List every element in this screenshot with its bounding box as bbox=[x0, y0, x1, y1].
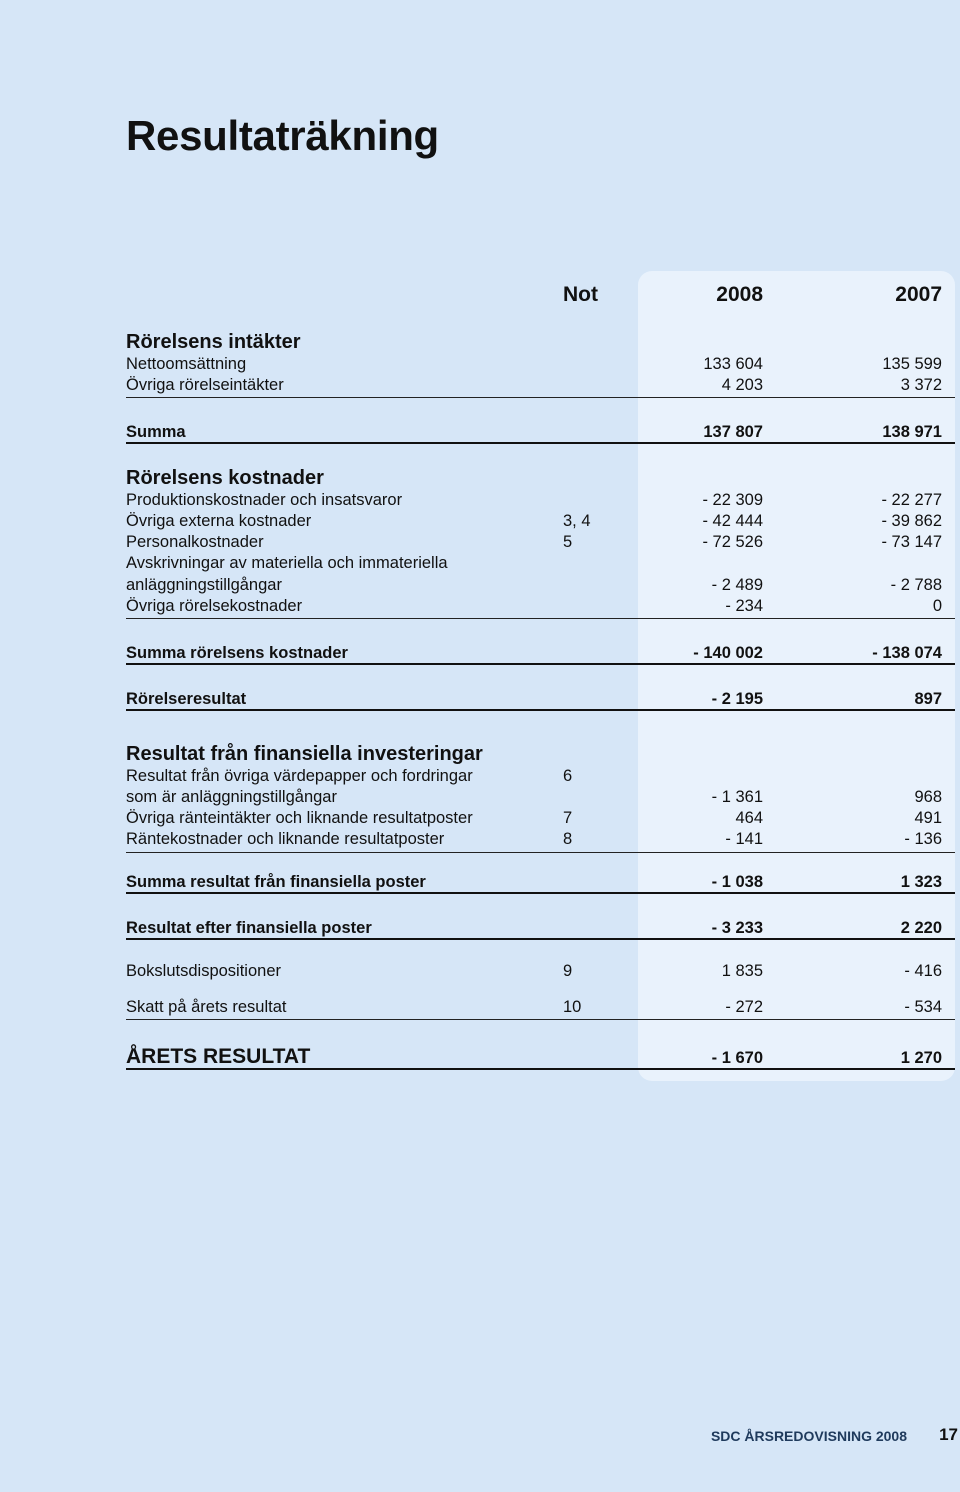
row-label-summa: Summa bbox=[126, 423, 186, 441]
divider bbox=[126, 892, 955, 894]
row-label-produktion: Produktionskostnader och insatsvaror bbox=[126, 491, 403, 509]
row-not-vardepapper: 6 bbox=[563, 767, 573, 785]
row-label-ranteintakter: Övriga ränteintäkter och liknande resultatposter bbox=[126, 809, 473, 827]
section-heading-intakter: Rörelsens intäkter bbox=[126, 331, 301, 353]
row-2008-ranteintakter: 464 bbox=[735, 809, 763, 827]
row-label-rantekostnader: Räntekostnader och liknande resultatposter bbox=[126, 830, 445, 848]
row-label-ovriga-kostnader: Övriga rörelsekostnader bbox=[126, 597, 303, 615]
row-2008-rorelseresultat: - 2 195 bbox=[711, 690, 763, 708]
divider bbox=[126, 618, 955, 619]
row-label-externa: Övriga externa kostnader bbox=[126, 512, 312, 530]
row-2008-externa: - 42 444 bbox=[702, 512, 763, 530]
row-2007-summa-kostnader: - 138 074 bbox=[872, 644, 942, 662]
row-label-bokslut: Bokslutsdispositioner bbox=[126, 962, 281, 980]
divider bbox=[126, 938, 955, 940]
row-label-avskrivningar-line1: Avskrivningar av materiella och immateriella bbox=[126, 554, 448, 572]
row-2008-avskrivningar: - 2 489 bbox=[711, 576, 763, 594]
section-heading-kostnader: Rörelsens kostnader bbox=[126, 467, 324, 489]
row-2007-summa: 138 971 bbox=[882, 423, 942, 441]
row-label-vardepapper-line2: som är anläggningstillgångar bbox=[126, 788, 337, 806]
row-not-personal: 5 bbox=[563, 533, 573, 551]
row-2008-summa: 137 807 bbox=[703, 423, 763, 441]
row-2008-summa-kostnader: - 140 002 bbox=[693, 644, 763, 662]
row-2007-ovriga-kostnader: 0 bbox=[932, 597, 942, 615]
row-label-efter-finansiella: Resultat efter finansiella poster bbox=[126, 919, 372, 937]
row-2007-arets-resultat: 1 270 bbox=[900, 1049, 942, 1067]
page-title: Resultaträkning bbox=[126, 112, 439, 159]
row-not-skatt: 10 bbox=[563, 998, 582, 1016]
row-2007-personal: - 73 147 bbox=[881, 533, 942, 551]
row-2008-rantekostnader: - 141 bbox=[725, 830, 763, 848]
row-2007-ovriga-intakter: 3 372 bbox=[900, 376, 942, 394]
footer-publication: SDC ÅRSREDOVISNING 2008 bbox=[710, 1428, 907, 1444]
row-not-externa: 3, 4 bbox=[563, 512, 591, 530]
divider bbox=[126, 397, 955, 398]
row-2007-efter-finansiella: 2 220 bbox=[900, 919, 942, 937]
row-2008-nettoomsattning: 133 604 bbox=[703, 355, 763, 373]
row-not-rantekostnader: 8 bbox=[563, 830, 573, 848]
row-2007-produktion: - 22 277 bbox=[881, 491, 942, 509]
row-2007-avskrivningar: - 2 788 bbox=[890, 576, 942, 594]
row-not-ranteintakter: 7 bbox=[563, 809, 573, 827]
row-label-personal: Personalkostnader bbox=[126, 533, 264, 551]
row-2008-ovriga-intakter: 4 203 bbox=[721, 376, 763, 394]
row-label-rorelseresultat: Rörelseresultat bbox=[126, 690, 247, 708]
row-label-nettoomsattning: Nettoomsättning bbox=[126, 355, 247, 373]
section-heading-finansiella: Resultat från finansiella investeringar bbox=[126, 743, 483, 765]
row-2008-personal: - 72 526 bbox=[702, 533, 763, 551]
col-header-not: Not bbox=[563, 283, 598, 306]
divider bbox=[126, 709, 955, 711]
divider bbox=[126, 1068, 955, 1070]
row-2008-bokslut: 1 835 bbox=[721, 962, 763, 980]
row-2007-skatt: - 534 bbox=[904, 998, 942, 1016]
row-2007-rorelseresultat: 897 bbox=[914, 690, 942, 708]
divider bbox=[126, 663, 955, 665]
row-label-summa-finansiella: Summa resultat från finansiella poster bbox=[126, 873, 426, 891]
row-2007-ranteintakter: 491 bbox=[914, 809, 942, 827]
row-2008-skatt: - 272 bbox=[725, 998, 763, 1016]
row-label-avskrivningar-line2: anläggningstillgångar bbox=[126, 576, 282, 594]
divider bbox=[126, 852, 955, 853]
row-label-skatt: Skatt på årets resultat bbox=[126, 998, 287, 1016]
row-2007-bokslut: - 416 bbox=[904, 962, 942, 980]
row-label-vardepapper-line1: Resultat från övriga värdepapper och fordringar bbox=[126, 767, 473, 785]
row-2008-ovriga-kostnader: - 234 bbox=[725, 597, 763, 615]
col-header-2008: 2008 bbox=[716, 283, 763, 306]
divider bbox=[126, 1019, 955, 1020]
divider bbox=[126, 442, 955, 444]
row-2007-rantekostnader: - 136 bbox=[904, 830, 942, 848]
row-2007-externa: - 39 862 bbox=[881, 512, 942, 530]
row-label-arets-resultat: ÅRETS RESULTAT bbox=[126, 1045, 311, 1068]
row-not-bokslut: 9 bbox=[563, 962, 573, 980]
col-header-2007: 2007 bbox=[895, 283, 942, 306]
row-2008-efter-finansiella: - 3 233 bbox=[711, 919, 763, 937]
row-2007-summa-finansiella: 1 323 bbox=[900, 873, 942, 891]
row-2008-arets-resultat: - 1 670 bbox=[711, 1049, 763, 1067]
row-2008-produktion: - 22 309 bbox=[702, 491, 763, 509]
row-label-ovriga-intakter: Övriga rörelseintäkter bbox=[126, 376, 284, 394]
row-2007-vardepapper: 968 bbox=[914, 788, 942, 806]
row-2007-nettoomsattning: 135 599 bbox=[882, 355, 942, 373]
row-2008-vardepapper: - 1 361 bbox=[711, 788, 763, 806]
row-label-summa-kostnader: Summa rörelsens kostnader bbox=[126, 644, 348, 662]
row-2008-summa-finansiella: - 1 038 bbox=[711, 873, 763, 891]
page-number: 17 bbox=[939, 1425, 958, 1444]
